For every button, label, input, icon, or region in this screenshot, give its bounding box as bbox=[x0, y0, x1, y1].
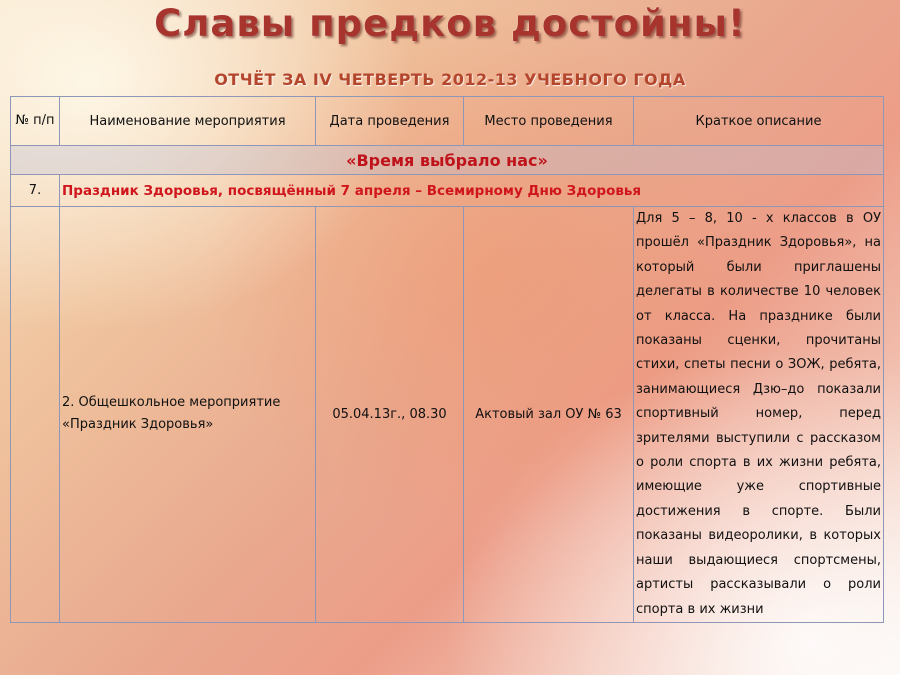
section-title: «Время выбрало нас» bbox=[11, 146, 884, 175]
header-description: Краткое описание bbox=[634, 97, 884, 146]
event-number: 7. bbox=[11, 175, 60, 207]
row-place: Актовый зал ОУ № 63 bbox=[464, 207, 634, 623]
section-row bbox=[11, 146, 884, 175]
table-header-row bbox=[11, 97, 884, 146]
header-name: Наименование мероприятия bbox=[60, 97, 316, 146]
row-num-cell bbox=[11, 207, 60, 623]
row-description: Для 5 – 8, 10 - х классов в ОУ прошёл «Праздник Здоровья», на который были приглашены делегаты в количестве 10 человек от класса. На празднике были показаны сценки, прочитаны стихи, спеты песни о ЗОЖ, ребята, занимающиеся Дзю–до показали спортивный номер, перед зрителями выступили с рассказом о роли спорта в их жизни ребята, имеющие уже спортивные достижения в спорте. Были показаны видеоролики, в которых наши выдающиеся спортсмены, артисты рассказывали о роли спорта в их жизни bbox=[634, 207, 884, 623]
row-event-name: 2. Общешкольное мероприятие «Праздник Здоровья» bbox=[60, 207, 316, 623]
header-date: Дата проведения bbox=[316, 97, 464, 146]
slide-title: Славы предков достойны! bbox=[154, 2, 746, 45]
slide-subtitle: ОТЧЁТ ЗА IV ЧЕТВЕРТЬ 2012-13 УЧЕБНОГО ГОДА bbox=[214, 70, 686, 89]
event-title: Праздник Здоровья, посвящённый 7 апреля – Всемирному Дню Здоровья bbox=[60, 175, 884, 207]
row-date: 05.04.13г., 08.30 bbox=[316, 207, 464, 623]
header-place: Место проведения bbox=[464, 97, 634, 146]
table-row bbox=[11, 207, 884, 623]
event-row bbox=[11, 175, 884, 207]
header-num: № п/п bbox=[11, 97, 60, 146]
report-table bbox=[10, 96, 884, 623]
